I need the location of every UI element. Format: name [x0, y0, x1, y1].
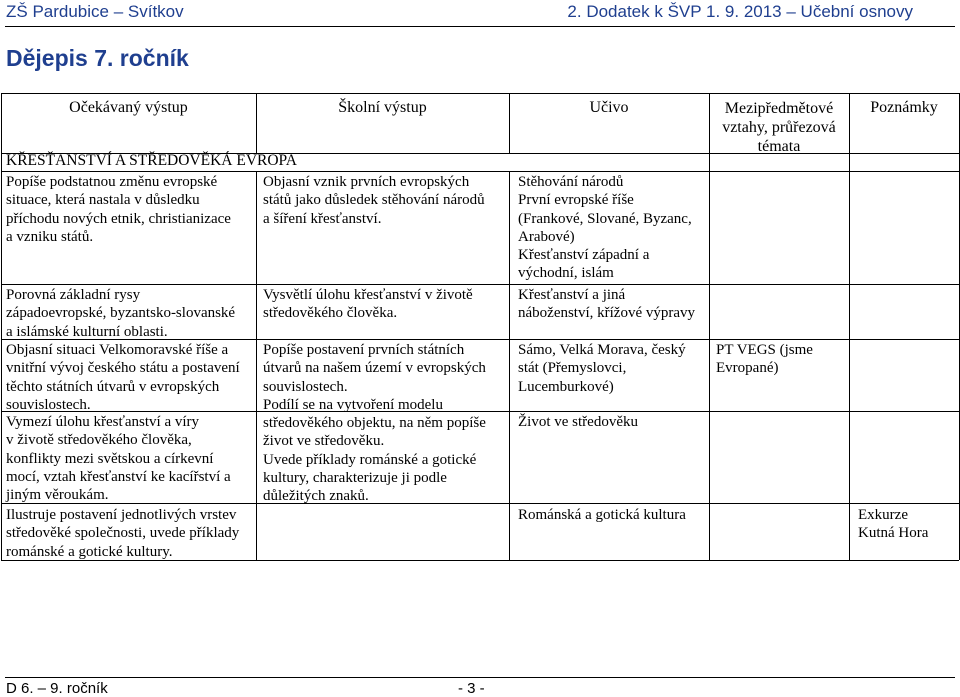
school-name: ZŠ Pardubice – Svítkov — [6, 2, 184, 21]
row5-subject-matter: Románská a gotická kultura — [518, 507, 686, 523]
column-header-expected-output: Očekávaný výstup — [69, 99, 188, 116]
column-header-school-output: Školní výstup — [338, 99, 427, 116]
page-number: - 3 - — [458, 680, 485, 697]
column-header-notes: Poznámky — [870, 99, 938, 116]
row5-expected-output: Ilustruje postavení jednotlivých vrstev středověké společnosti, uvede příklady románské a gotické kultury. — [6, 507, 240, 560]
footer-grade-range: D 6. – 9. ročník — [6, 680, 108, 697]
page-title: Dějepis 7. ročník — [6, 45, 189, 71]
row5-notes: Exkurze Kutná Hora — [858, 507, 929, 542]
row3-school-output: Popíše postavení prvních státních útvarů na našem území v evropských souvislostech. Podílí se na vytvoření modelu středověkého objektu, na něm popíše život ve středověku. Uvede příklady románské a gotické kultury, charakterizuje ji podle důležitých znaků. — [263, 342, 486, 505]
page-header — [0, 0, 960, 24]
footer-divider — [5, 677, 955, 678]
document-title: 2. Dodatek k ŠVP 1. 9. 2013 – Učební osnovy — [567, 2, 913, 21]
row1-expected-output: Popíše podstatnou změnu evropské situace, která nastala v důsledku příchodu nových etnik, christianizace a vzniku států. — [6, 174, 231, 245]
column-header-cross-curricular: Mezipředmětové vztahy, průřezová témata — [722, 100, 836, 155]
row3-expected-output: Objasní situaci Velkomoravské říše a vnitřní vývoj českého státu a postavení těchto státních útvarů v evropských souvislostech. — [6, 342, 240, 413]
row3-cross-curricular: PT VEGS (jsme Evropané) — [716, 342, 813, 377]
header-divider — [5, 26, 955, 27]
section-title: KŘESŤANSTVÍ A STŘEDOVĚKÁ EVROPA — [6, 152, 297, 169]
row2-school-output: Vysvětlí úlohu křesťanství v životě středověkého člověka. — [263, 287, 473, 322]
row4-expected-output: Vymezí úlohu křesťanství a víry v životě středověkého člověka, konflikty mezi světskou a církevní mocí, vztah křesťanství ke kacířství a jiným věroukám. — [6, 414, 231, 504]
row1-school-output: Objasní vznik prvních evropských států jako důsledek stěhování národů a šíření křesťanství. — [263, 174, 485, 227]
column-header-subject-matter: Učivo — [589, 99, 629, 116]
row4-subject-matter: Život ve středověku — [518, 414, 638, 430]
row1-subject-matter: Stěhování národů První evropské říše (Frankové, Slované, Byzanc, Arabové) Křesťanství západní a východní, islám — [518, 174, 692, 282]
row2-expected-output: Porovná základní rysy západoevropské, byzantsko-slovanské a islámské kulturní oblasti. — [6, 287, 236, 340]
row2-subject-matter: Křesťanství a jiná náboženství, křížové výpravy — [518, 287, 696, 322]
row3-subject-matter: Sámo, Velká Morava, český stát (Přemyslovci, Lucemburkové) — [518, 342, 686, 395]
